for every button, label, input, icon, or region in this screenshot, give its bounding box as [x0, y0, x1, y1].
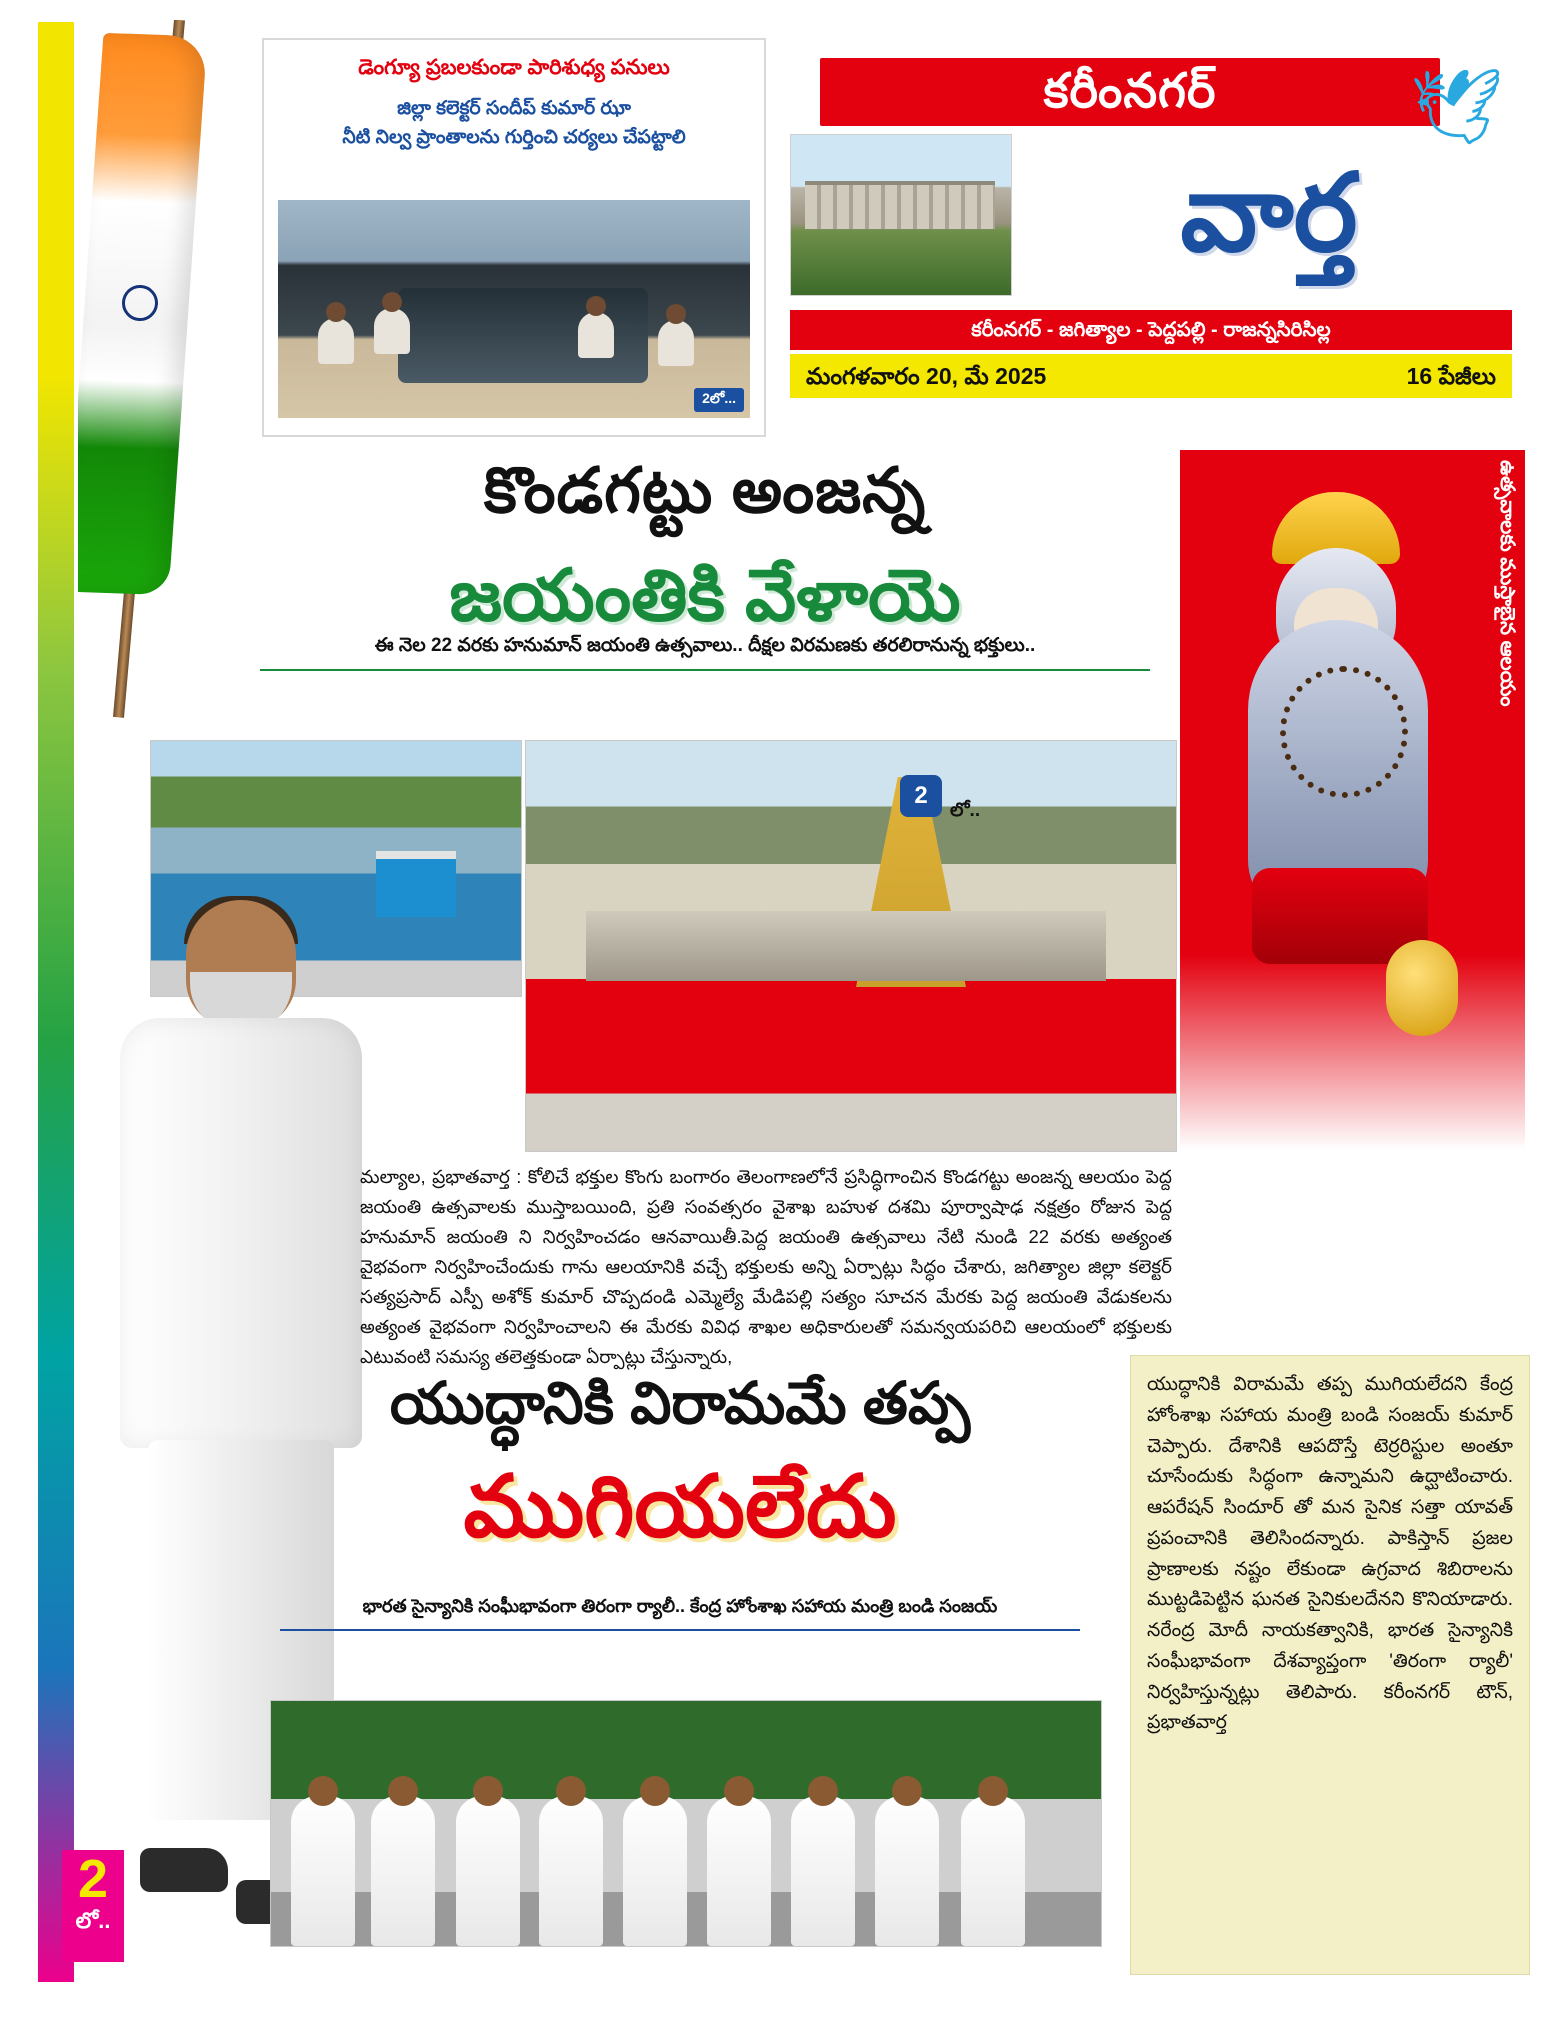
- temple-mandapam: [586, 911, 1106, 981]
- hanuman-illustration-panel: [1180, 450, 1525, 1150]
- top-story-headline: డెంగ్యూ ప్రబలకుండా పారిశుధ్య పనులు: [358, 56, 670, 79]
- meeting-attendee-head: [666, 304, 686, 324]
- top-story-subhead-1: జిల్లా కలెక్టర్ సందీప్ కుమార్ ఝా: [397, 98, 631, 119]
- masthead-title-blue: వార్త: [1180, 152, 1358, 273]
- second-story-body: యుద్ధానికి విరామమే తప్ప ముగియలేదని కేంద్ర హోంశాఖ సహాయ మంత్రి బండి సంజయ్ కుమార్ చెప్పారు. దేశానికి ఆపదొస్తే టెర్రరిస్టుల అంతూ చూసేందుకు సిద్ధంగా ఉన్నామని ఉద్ఘాటించారు. ఆపరేషన్ సిందూర్ తో మన సైనిక సత్తా యావత్ ప్రపంచానికి తెలిసిందన్నారు. పాకిస్తాన్ ప్రజల ప్రాణాలకు నష్టం లేకుండా ఉగ్రవాద శిబిరాలను ముట్టడిపెట్టిన ఘనత సైనికులదేనని కొనియాడారు. నరేంద్ర మోదీ నాయకత్వానికి, భారత సైన్యానికి సంఘీభావంగా దేశవ్యాప్తంగా 'తిరంగా ర్యాలీ' నిర్వహిస్తున్నట్లు తెలిపారు. కరీంనగర్ టౌన్, ప్రభాతవార్త: [1130, 1355, 1530, 1975]
- rally-participant: [371, 1796, 435, 1946]
- meeting-attendee: [374, 308, 410, 354]
- second-headline-line-1: యుద్ధానికి విరామమే తప్ప: [389, 1371, 971, 1436]
- lead-story-body: మల్యాల, ప్రభాతవార్త : కోలిచే భక్తుల కొంగు బంగారం తెలంగాణలోనే ప్రసిద్ధిగాంచిన కొండగట్టు అంజన్న ఆలయం పెద్ద జయంతి ఉత్సవాలకు ముస్తాబయింది, ప్రతి సంవత్సరం వైశాఖ బహుళ దశమి పూర్వాషాఢ నక్షత్రం రోజున పెద్ద హనుమాన్ జయంతి ని నిర్వహించడం ఆనవాయితీ.పెద్ద జయంతి ఉత్సవాలు నేటి నుండి 22 వరకు అత్యంత వైభవంగా నిర్వహించేందుకు గాను ఆలయానికి వచ్చే భక్తులకు అన్ని ఏర్పాట్లు సిద్ధం చేశారు, జగిత్యాల జిల్లా కలెక్టర్ సత్యప్రసాద్ ఎస్పీ అశోక్ కుమార్ చొప్పదండి ఎమ్మెల్యే మేడిపల్లి సత్యం సూచన మేరకు పెద్ద జయంతి వేడుకలను అత్యంత వైభవంగా నిర్వహించాలని ఈ మేరకు వివిధ శాఖల అధికారులతో సమన్వయపరిచి ఆలయంలో భక్తులకు ఎటువంటి సమస్య తలెత్తకుండా ఏర్పాట్లు చేస్తున్నారు,: [360, 1166, 1172, 1367]
- left-color-strip: [38, 22, 74, 1982]
- kondagattu-temple-photo: [525, 740, 1177, 1152]
- top-left-story: [262, 38, 766, 437]
- politician-shoe: [140, 1848, 228, 1892]
- hanuman-mace-icon: [1386, 940, 1458, 1036]
- indian-flag-graphic: [78, 20, 238, 720]
- lead-headline-block: [240, 455, 1170, 655]
- meeting-attendee-head: [382, 292, 402, 312]
- hanuman-figure: [1208, 470, 1468, 1110]
- rally-participant-head: [388, 1776, 418, 1806]
- rally-participant-head: [308, 1776, 338, 1806]
- second-headline-line-2: ముగియలేదు: [463, 1459, 897, 1555]
- collector-meeting-photo: [278, 200, 750, 418]
- rally-participant-head: [640, 1776, 670, 1806]
- page-jump-number: 2: [77, 1849, 109, 1909]
- tiranga-rally-photo: [270, 1700, 1102, 1947]
- lead-headline-line-2: జయంతికి వేళాయె: [449, 556, 961, 636]
- lake-pavilion: [376, 851, 456, 917]
- jump-badge-number[interactable]: 2: [900, 775, 942, 817]
- rally-participant: [961, 1796, 1025, 1946]
- rally-participant: [623, 1796, 687, 1946]
- jump-badge[interactable]: 2లో...: [694, 388, 744, 412]
- panel-side-text: ఉత్సవాలకు ముస్తాబైన ఆలయం: [1496, 460, 1518, 707]
- page-jump-label: లో..: [75, 1908, 111, 1933]
- top-story-subhead-2: నీటి నిల్వ ప్రాంతాలను గుర్తించి చర్యలు చేపట్టాలి: [342, 126, 686, 148]
- masthead: [780, 38, 1522, 433]
- hanuman-mala: [1280, 666, 1408, 798]
- masthead-title-red: కరీంనగర్: [1043, 65, 1217, 118]
- dam-structure: [805, 181, 995, 229]
- rally-participant: [291, 1796, 355, 1946]
- rally-participant: [539, 1796, 603, 1946]
- meeting-attendee-head: [586, 296, 606, 316]
- meeting-attendee: [578, 312, 614, 358]
- meeting-attendee: [658, 320, 694, 366]
- rally-participant-head: [724, 1776, 754, 1806]
- jump-badge-label: లో..: [950, 800, 981, 821]
- masthead-dateline: [790, 354, 1512, 398]
- lead-subheadline: ఈ నెల 22 వరకు హనుమాన్ జయంతి ఉత్సవాలు.. దీక్షల విరమణకు తరలిరానున్న భక్తులు..: [260, 635, 1150, 671]
- masthead-editions: కరీంనగర్ - జగిత్యాల - పెద్దపల్లి - రాజన్నసిరిసిల్ల: [790, 310, 1512, 350]
- meeting-attendee: [318, 318, 354, 364]
- rally-participant: [791, 1796, 855, 1946]
- lead-headline-line-1: కొండగట్టు అంజన్న: [483, 456, 927, 526]
- rally-participant: [875, 1796, 939, 1946]
- meeting-attendee-head: [326, 302, 346, 322]
- rally-participant-head: [892, 1776, 922, 1806]
- rally-participant-head: [808, 1776, 838, 1806]
- dam-photo: [790, 134, 1012, 296]
- page-count: 16 పేజీలు: [1406, 363, 1496, 389]
- rally-participant: [707, 1796, 771, 1946]
- second-headline-block: [250, 1370, 1110, 1631]
- rally-participant-head: [556, 1776, 586, 1806]
- rally-participant-head: [978, 1776, 1008, 1806]
- publication-date: మంగళవారం 20, మే 2025: [806, 363, 1047, 389]
- second-subheadline: భారత సైన్యానికి సంఘీభావంగా తిరంగా ర్యాలీ.. కేంద్ర హోంశాఖ సహాయ మంత్రి బండి సంజయ్: [280, 1596, 1080, 1631]
- rally-participant: [456, 1796, 520, 1946]
- rally-participant-head: [473, 1776, 503, 1806]
- dove-icon: 🕊: [1410, 65, 1504, 148]
- page-jump-marker[interactable]: [62, 1850, 124, 1962]
